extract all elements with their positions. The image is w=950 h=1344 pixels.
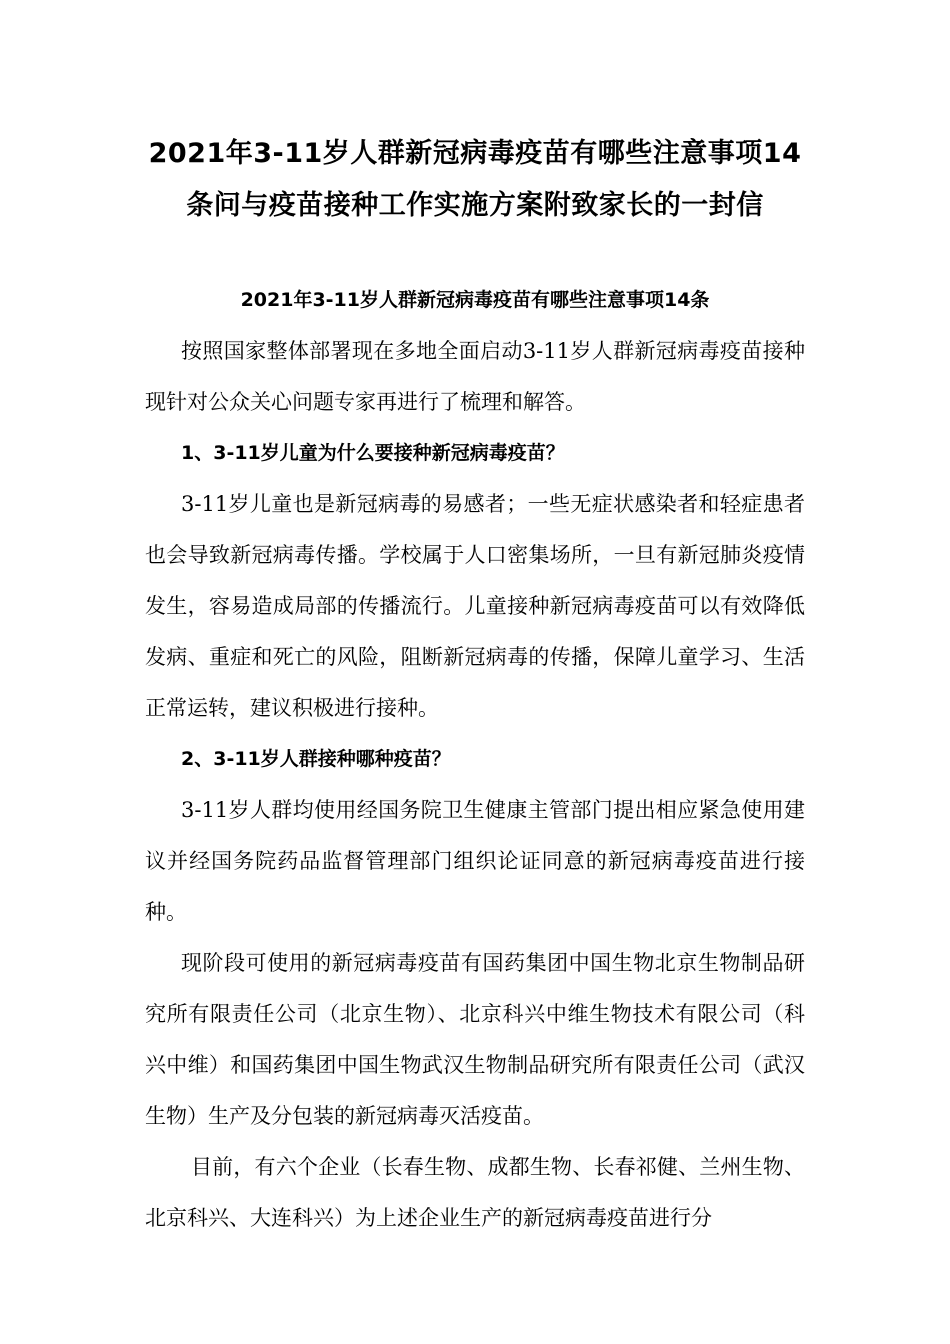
document-title: 2021年3-11岁人群新冠病毒疫苗有哪些注意事项14条问与疫苗接种工作实施方案附致家长的一封信 [148, 138, 802, 221]
question-2-answer-paragraph-3: 目前，有六个企业（长春生物、成都生物、长春祁健、兰州生物、北京科兴、大连科兴）为上述企业生产的新冠病毒疫苗进行分 [145, 1155, 805, 1230]
question-1-heading: 1、3-11岁儿童为什么要接种新冠病毒疫苗？ [181, 442, 565, 464]
question-2-answer-paragraph-2: 现阶段可使用的新冠病毒疫苗有国药集团中国生物北京生物制品研究所有限责任公司（北京生物）、北京科兴中维生物技术有限公司（科兴中维）和国药集团中国生物武汉生物制品研究所有限责任公司（武汉生物）生产及分包装的新冠病毒灭活疫苗。 [145, 951, 805, 1128]
question-2-answer-paragraph-1: 3-11岁人群均使用经国务院卫生健康主管部门提出相应紧急使用建议并经国务院药品监督管理部门组织论证同意的新冠病毒疫苗进行接种。 [145, 798, 805, 924]
question-2-heading: 2、3-11岁人群接种哪种疫苗？ [181, 748, 451, 770]
intro-paragraph: 按照国家整体部署现在多地全面启动3-11岁人群新冠病毒疫苗接种现针对公众关心问题专家再进行了梳理和解答。 [145, 339, 805, 414]
section-title: 2021年3-11岁人群新冠病毒疫苗有哪些注意事项14条 [240, 289, 710, 311]
question-1-answer: 3-11岁儿童也是新冠病毒的易感者；一些无症状感染者和轻症患者也会导致新冠病毒传播。学校属于人口密集场所，一旦有新冠肺炎疫情发生，容易造成局部的传播流行。儿童接种新冠病毒疫苗可以有效降低发病、重症和死亡的风险，阻断新冠病毒的传播，保障儿童学习、生活正常运转，建议积极进行接种。 [145, 492, 805, 720]
document-body [145, 326, 805, 1244]
